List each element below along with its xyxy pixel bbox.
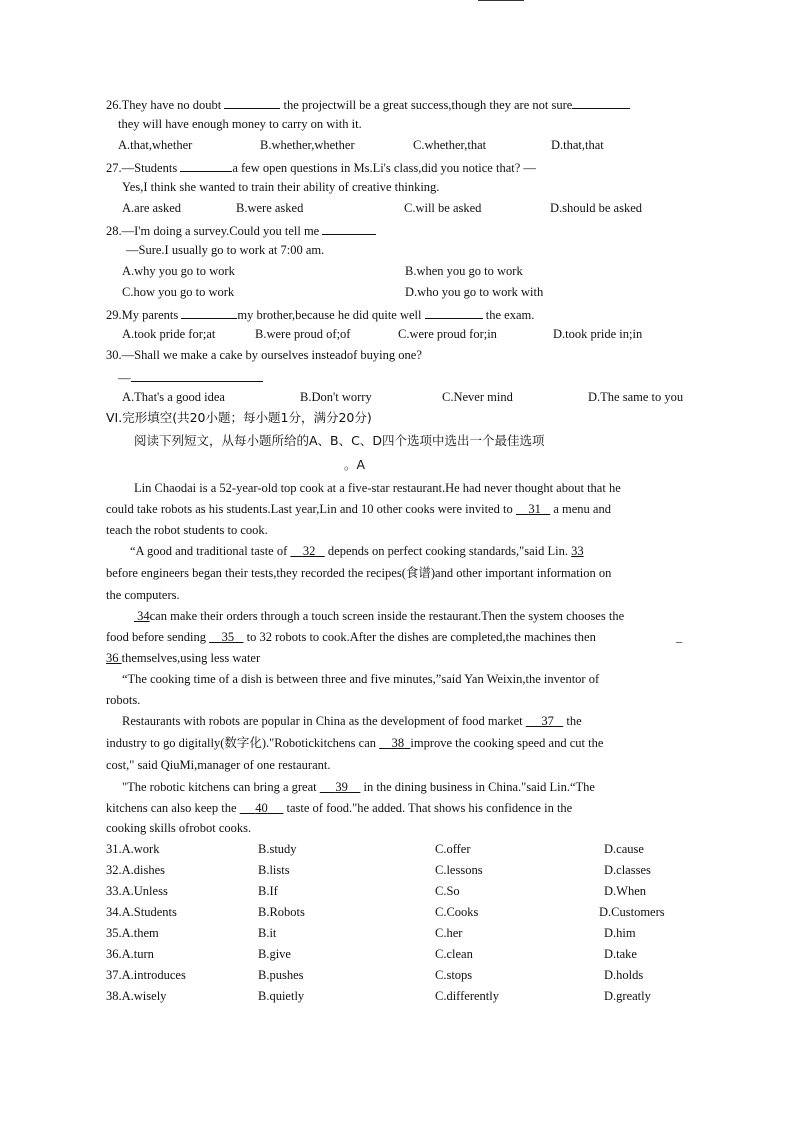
passage-text: kitchens can also keep the <box>106 801 237 815</box>
q29-option-d: D.took pride in;in <box>553 327 643 341</box>
q28-blank <box>322 223 376 235</box>
passage-p6-line1 <box>122 781 595 794</box>
q26-option-b: B.whether,whether <box>260 138 355 152</box>
answer-row-33-d: D.When <box>604 884 646 898</box>
passage-p2-line1 <box>130 545 584 558</box>
q26-line1 <box>106 97 630 112</box>
answer-row-37-c: C.stops <box>435 968 473 982</box>
answer-row-34-b: B.Robots <box>258 905 305 919</box>
passage-text: "The robotic kitchens can bring a great <box>122 780 317 794</box>
answer-row-38-c: C.differently <box>435 989 499 1003</box>
answer-row-35: 35.A.them <box>106 926 159 940</box>
q28-line1 <box>106 223 376 238</box>
passage-text: in the dining business in China."said Lin.“The <box>363 780 595 794</box>
answer-row-32-d: D.classes <box>604 863 651 877</box>
q28-line2: —Sure.I usually go to work at 7:00 am. <box>126 243 325 257</box>
passage-p5-line1 <box>122 715 582 728</box>
passage-text: food before sending <box>106 630 206 644</box>
q27-line1 <box>106 160 536 175</box>
passage-p3-line3 <box>106 652 260 665</box>
answer-row-35-c: C.her <box>435 926 463 940</box>
passage-p1-line2 <box>106 503 611 516</box>
q30-option-a: A.That's a good idea <box>122 390 225 404</box>
answer-row-32: 32.A.dishes <box>106 863 166 877</box>
blank-32: 32 <box>302 544 316 558</box>
passage-text: taste of food."he added. That shows his confidence in the <box>286 801 573 815</box>
answer-row-34: 34.A.Students <box>106 905 177 919</box>
q29-text-a: 29.My parents <box>106 308 179 322</box>
answer-row-32-c: C.lessons <box>435 863 483 877</box>
answer-row-31-d: D.cause <box>604 842 644 856</box>
answer-row-31: 31.A.work <box>106 842 160 856</box>
passage-p3-line2 <box>106 631 596 644</box>
passage-p4-line2: robots. <box>106 693 141 707</box>
blank-39: 39 <box>335 780 348 794</box>
answer-row-36-c: C.clean <box>435 947 473 961</box>
q27-option-b: B.were asked <box>236 201 304 215</box>
answer-row-37: 37.A.introduces <box>106 968 186 982</box>
q26-option-d: D.that,that <box>551 138 604 152</box>
passage-text: could take robots as his students.Last year,Lin and 10 other cooks were invited to <box>106 502 513 516</box>
answer-row-38-d: D.greatly <box>604 989 651 1003</box>
passage-text: themselves,using less water <box>121 651 261 665</box>
passage-text: “A good and traditional taste of <box>130 544 288 558</box>
passage-p6-line3: cooking skills ofrobot cooks. <box>106 821 252 835</box>
q30-line1: 30.—Shall we make a cake by ourselves insteadof buying one? <box>106 348 422 362</box>
passage-p2-line2: before engineers began their tests,they recorded the recipes(食谱)and other important information on <box>106 566 612 580</box>
q28-option-c: C.how you go to work <box>122 285 235 299</box>
q26-blank-2 <box>572 97 630 109</box>
passage-text: depends on perfect cooking standards,"said Lin. <box>327 544 568 558</box>
answer-row-31-b: B.study <box>258 842 297 856</box>
q29-blank-2 <box>425 307 483 319</box>
passage-p2-line3: the computers. <box>106 588 180 602</box>
blank-38: 38 <box>391 736 405 750</box>
answer-row-35-b: B.it <box>258 926 277 940</box>
q26-blank-1 <box>224 97 280 109</box>
blank-31: 31 <box>528 502 541 516</box>
answer-row-38: 38.A.wisely <box>106 989 167 1003</box>
q26-option-a: A.that,whether <box>118 138 193 152</box>
q29-text-b: my brother,because he did quite well <box>237 308 422 322</box>
q29-line1 <box>106 307 534 322</box>
q28-option-b: B.when you go to work <box>405 264 523 278</box>
top-rule <box>478 0 524 1</box>
section-title: VI.完形填空(共20小题；每小题1分，满分20分) <box>106 410 372 425</box>
passage-text: improve the cooking speed and cut the <box>410 736 604 750</box>
blank-40: 40 <box>255 801 268 815</box>
q28-option-a: A.why you go to work <box>122 264 235 278</box>
answer-row-33-c: C.So <box>435 884 460 898</box>
section-instruction: 阅读下列短文，从每小题所给的A、B、C、D四个选项中选出一个最佳选项 <box>134 433 545 448</box>
answer-row-33: 33.A.Unless <box>106 884 168 898</box>
answer-row-35-d: D.him <box>604 926 636 940</box>
answer-row-36: 36.A.turn <box>106 947 154 961</box>
passage-p1-line1: Lin Chaodai is a 52-year-old top cook at a five-star restaurant.He had never thought about that he <box>134 481 621 495</box>
blank-34: 34 <box>137 609 150 623</box>
q27-text-a: 27.—Students <box>106 161 178 175</box>
q30-option-d: D.The same to you <box>588 390 684 404</box>
blank-36: 36 <box>106 651 119 665</box>
answer-row-36-b: B.give <box>258 947 291 961</box>
passage-text: the <box>566 714 582 728</box>
q27-line2: Yes,I think she wanted to train their ability of creative thinking. <box>122 180 440 194</box>
answer-row-36-d: D.take <box>604 947 637 961</box>
q29-option-c: C.were proud for;in <box>398 327 497 341</box>
q28-text: 28.—I'm doing a survey.Could you tell me <box>106 224 320 238</box>
passage-text: a menu and <box>553 502 611 516</box>
q29-option-b: B.were proud of;of <box>255 327 351 341</box>
answer-row-34-d: D.Customers <box>599 905 665 919</box>
passage-text: to 32 robots to cook.After the dishes are completed,the machines then <box>246 630 596 644</box>
q26-text-a: 26.They have no doubt <box>106 98 222 112</box>
answer-row-33-b: B.If <box>258 884 278 898</box>
answer-row-38-b: B.quietly <box>258 989 305 1003</box>
passage-p3-line1 <box>134 610 624 623</box>
q30-option-b: B.Don't worry <box>300 390 372 404</box>
q27-option-c: C.will be asked <box>404 201 482 215</box>
passage-p5-line2 <box>106 737 603 750</box>
answer-row-31-c: C.offer <box>435 842 471 856</box>
blank-33: 33 <box>571 544 584 558</box>
q29-blank-1 <box>181 307 237 319</box>
q27-option-a: A.are asked <box>122 201 181 215</box>
q26-text-b: the projectwill be a great success,though they are not sure <box>283 98 573 112</box>
q26-line2: they will have enough money to carry on with it. <box>118 117 362 131</box>
q29-option-a: A.took pride for;at <box>122 327 216 341</box>
q29-text-c: the exam. <box>485 308 535 322</box>
q30-option-c: C.Never mind <box>442 390 513 404</box>
q27-text-b: a few open questions in Ms.Li's class,did you notice that? — <box>232 161 536 175</box>
q27-blank <box>180 160 232 172</box>
passage-text: Restaurants with robots are popular in China as the development of food market <box>122 714 523 728</box>
blank-37: 37 <box>541 714 554 728</box>
q30-dash: — <box>118 371 131 385</box>
q28-option-d: D.who you go to work with <box>405 285 544 299</box>
passage-p5-line3: cost," said QiuMi,manager of one restaurant. <box>106 758 331 772</box>
q26-option-c: C.whether,that <box>413 138 487 152</box>
passage-p1-line3: teach the robot students to cook. <box>106 523 268 537</box>
q30-blank <box>131 370 263 382</box>
answer-row-32-b: B.lists <box>258 863 290 877</box>
passage-p3-underscore: _ <box>676 630 683 644</box>
passage-p6-line2 <box>106 802 572 815</box>
answer-row-37-d: D.holds <box>604 968 644 982</box>
blank-35: 35 <box>221 630 235 644</box>
q30-answer-line <box>118 370 263 385</box>
q27-option-d: D.should be asked <box>550 201 642 215</box>
passage-text: can make their orders through a touch screen inside the restaurant.Then the system chooses the <box>149 609 625 623</box>
passage-p4-line1: “The cooking time of a dish is between three and five minutes,”said Yan Weixin,the inventor of <box>122 672 600 686</box>
answer-row-37-b: B.pushes <box>258 968 304 982</box>
answer-row-34-c: C.Cooks <box>435 905 479 919</box>
passage-text: industry to go digitally(数字化)."Robotickitchens can <box>106 736 376 750</box>
passage-label: 。A <box>344 457 366 472</box>
